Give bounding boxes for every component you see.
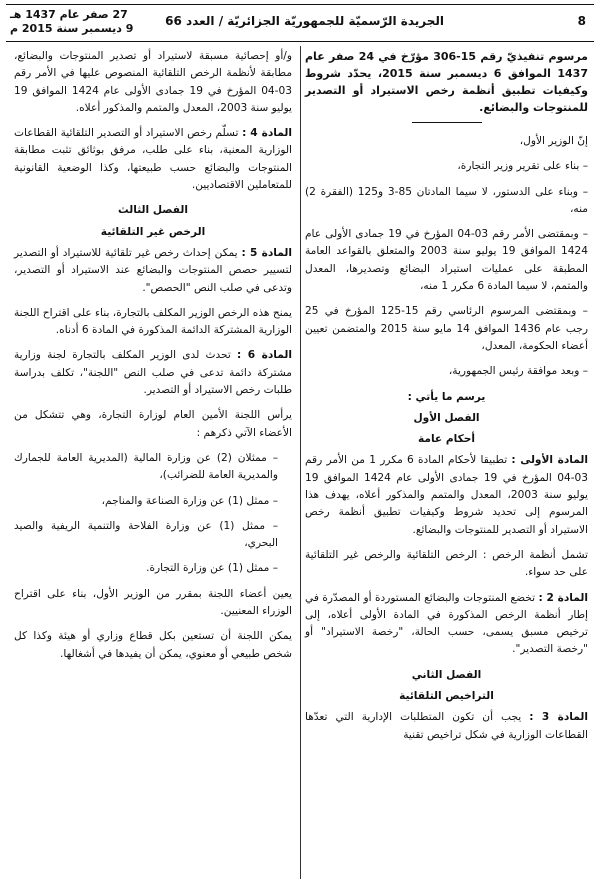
member-item: – ممثل (1) عن وزارة التجارة. [146,562,278,575]
chapter-1-subtitle: أحكام عامة [417,433,476,446]
article-6-para-3: يعين أعضاء اللجنة بمقرر من الوزير الأول، بناء على اقتراح الوزراء المعنيين. [14,587,292,618]
right-column [305,48,588,877]
chapter-3-title: الفصل الثالث [118,204,188,217]
preamble-2: – وبناء على الدستور، لا سيما المادتان 85-3 و125 (الفقرة 2) منه، [305,185,588,215]
article-6-text: تحدث لدى الوزير المكلف بالتجارة لجنة وزارية مشتركة دائمة تدعى في صلب النص "اللجنة"، تكلف بدراسة طلبات رخص الاستيراد أو التصدير. [14,349,292,397]
article-1-text: تطبيقا لأحكام المادة 6 مكرر 1 من الأمر رقم 03-04 المؤرخ في 19 جمادى الأولى عام 1424 الموافق 19 يوليو سنة 2003، المعدل والمتمم والمذكور أعلاه، يهدف هذا المرسوم إلى تحديد شروط وكيفيات تطبيق أنظمة رخص الاستيراد أو التصدير للمنتوجات والبضائع. [305,454,588,536]
article-4-text: تسلّم رخص الاستيراد أو التصدير التلقائية القطاعات الوزارية المعنية، بناء على طلب، مرفق بوثائق تثبت مطابقة المنتوجات والبضائع حسب طبيعتها، وكذا الوضعية القانونية للمتعاملين الاقتصاديين. [14,127,292,192]
article-6-para-2: يرأس اللجنة الأمين العام لوزارة التجارة، وهي تتشكل من الأعضاء الآتي ذكرهم : [14,409,292,439]
issue-date [10,8,133,36]
article-3-continued: و/أو إحصائية مسبقة لاستيراد أو تصدير المنتوجات والبضائع، مطابقة لأنظمة الرخص التلقائية المنصوص عليها في الأمر رقم 03-04 المؤرخ في 19 جمادى الأولى عام 1424 الموافق 19 يوليو سنة 2003، المعدل والمتمم والمذكور أعلاه. [14,50,292,114]
chapter-2-subtitle: التراخيص التلقائية [399,690,494,703]
article-1-para-2: تشمل أنظمة الرخص : الرخص التلقائية والرخص غير التلقائية على حد سواء. [305,548,588,579]
article-3-text: يجب أن تكون المتطلبات الإدارية التي تعدّها القطاعات الوزارية في شكل تراخيص تقنية [305,711,588,741]
article-5 [14,245,292,297]
journal-title: الجريدة الرّسميّة للجمهوريّة الجزائريّة / العدد 66 [165,14,444,28]
article-1-label: المادة الأولى : [511,454,588,467]
article-6 [14,347,292,399]
article-6-para-4: يمكن اللجنة أن تستعين بكل قطاع وزاري أو هيئة وكذا كل شخص طبيعي أو معنوي، يمكن أن يفيدها في أشغالها. [14,630,292,660]
article-2-label: المادة 2 : [538,591,588,604]
preamble-1: – بناء على تقرير وزير التجارة، [457,160,588,173]
article-5-para-2: يمنح هذه الرخص الوزير المكلف بالتجارة، بناء على اقتراح اللجنة الوزارية المشتركة الدائمة المذكورة في المادة 6 أدناه. [14,306,292,337]
intro-line: إنّ الوزير الأول، [519,135,588,147]
article-4 [14,125,292,194]
article-3 [305,709,588,744]
decree-title: مرسوم تنفيذيّ رقم 15-306 مؤرّخ في 24 صفر عام 1437 الموافق 6 ديسمبر سنة 2015، يحدّد شروط وكيفيات تطبيق أنظمة رخص الاستيراد أو التصدير للمنتوجات والبضائع. [305,50,588,114]
chapter-3-subtitle: الرخص غير التلقائية [100,225,206,238]
article-2 [305,590,588,659]
column-divider [300,46,301,879]
article-3-label: المادة 3 : [529,711,588,724]
chapter-2-title: الفصل الثاني [411,668,482,681]
article-5-label: المادة 5 : [241,246,292,259]
page-header [6,4,594,42]
chapter-1-title: الفصل الأول [413,411,480,424]
title-rule [412,122,482,123]
date-gregorian: 9 ديسمبر سنة 2015 م [10,22,134,35]
member-item: – ممثل (1) عن وزارة الفلاحة والتنمية الريفية والصيد البحري، [14,519,278,550]
preamble-4: – وبمقتضى المرسوم الرئاسي رقم 15-125 المؤرخ في 25 رجب عام 1436 الموافق 14 مايو سنة 2015 والمتضمن تعيين أعضاء الحكومة، المعدل، [305,305,588,352]
article-2-text: تخضع المنتوجات والبضائع المستوردة أو المصدّرة في إطار أنظمة الرخص المذكورة في المادة الأولى أعلاه، إلى ترخيص مسبق يسمى، حسب الحالة، "رخصة الاستيراد" أو "رخصة التصدير". [305,591,588,656]
member-item: – ممثل (1) عن وزارة الصناعة والمناجم، [101,494,278,507]
article-6-label: المادة 6 : [237,349,292,362]
page-number: 8 [577,14,586,28]
preamble-3: – وبمقتضى الأمر رقم 03-04 المؤرخ في 19 جمادى الأولى عام 1424 الموافق 19 يوليو سنة 2003 والمتعلق بالقواعد العامة المطبقة على عمليات استيراد البضائع وتصديرها، المعدل والمتمم، لا سيما المادة 6 مكرر 1 منه، [305,228,588,293]
article-5-text: يمكن إحداث رخص غير تلقائية للاستيراد أو التصدير لتسيير حصص المنتوجات والبضائع عند الاستيراد أو التصدير، وتدعى في صلب النص "الحصص". [14,246,292,294]
preamble-5: – وبعد موافقة رئيس الجمهورية، [448,365,588,378]
date-hijri: 27 صفر عام 1437 هـ [10,8,128,21]
member-item: – ممثلان (2) عن وزارة المالية (المديرية العامة للجمارك والمديرية العامة للضرائب)، [14,451,278,482]
article-4-label: المادة 4 : [242,127,292,140]
decrees-line: يرسم ما يأتي : [407,390,486,403]
left-column [14,48,292,877]
article-1 [305,452,588,538]
